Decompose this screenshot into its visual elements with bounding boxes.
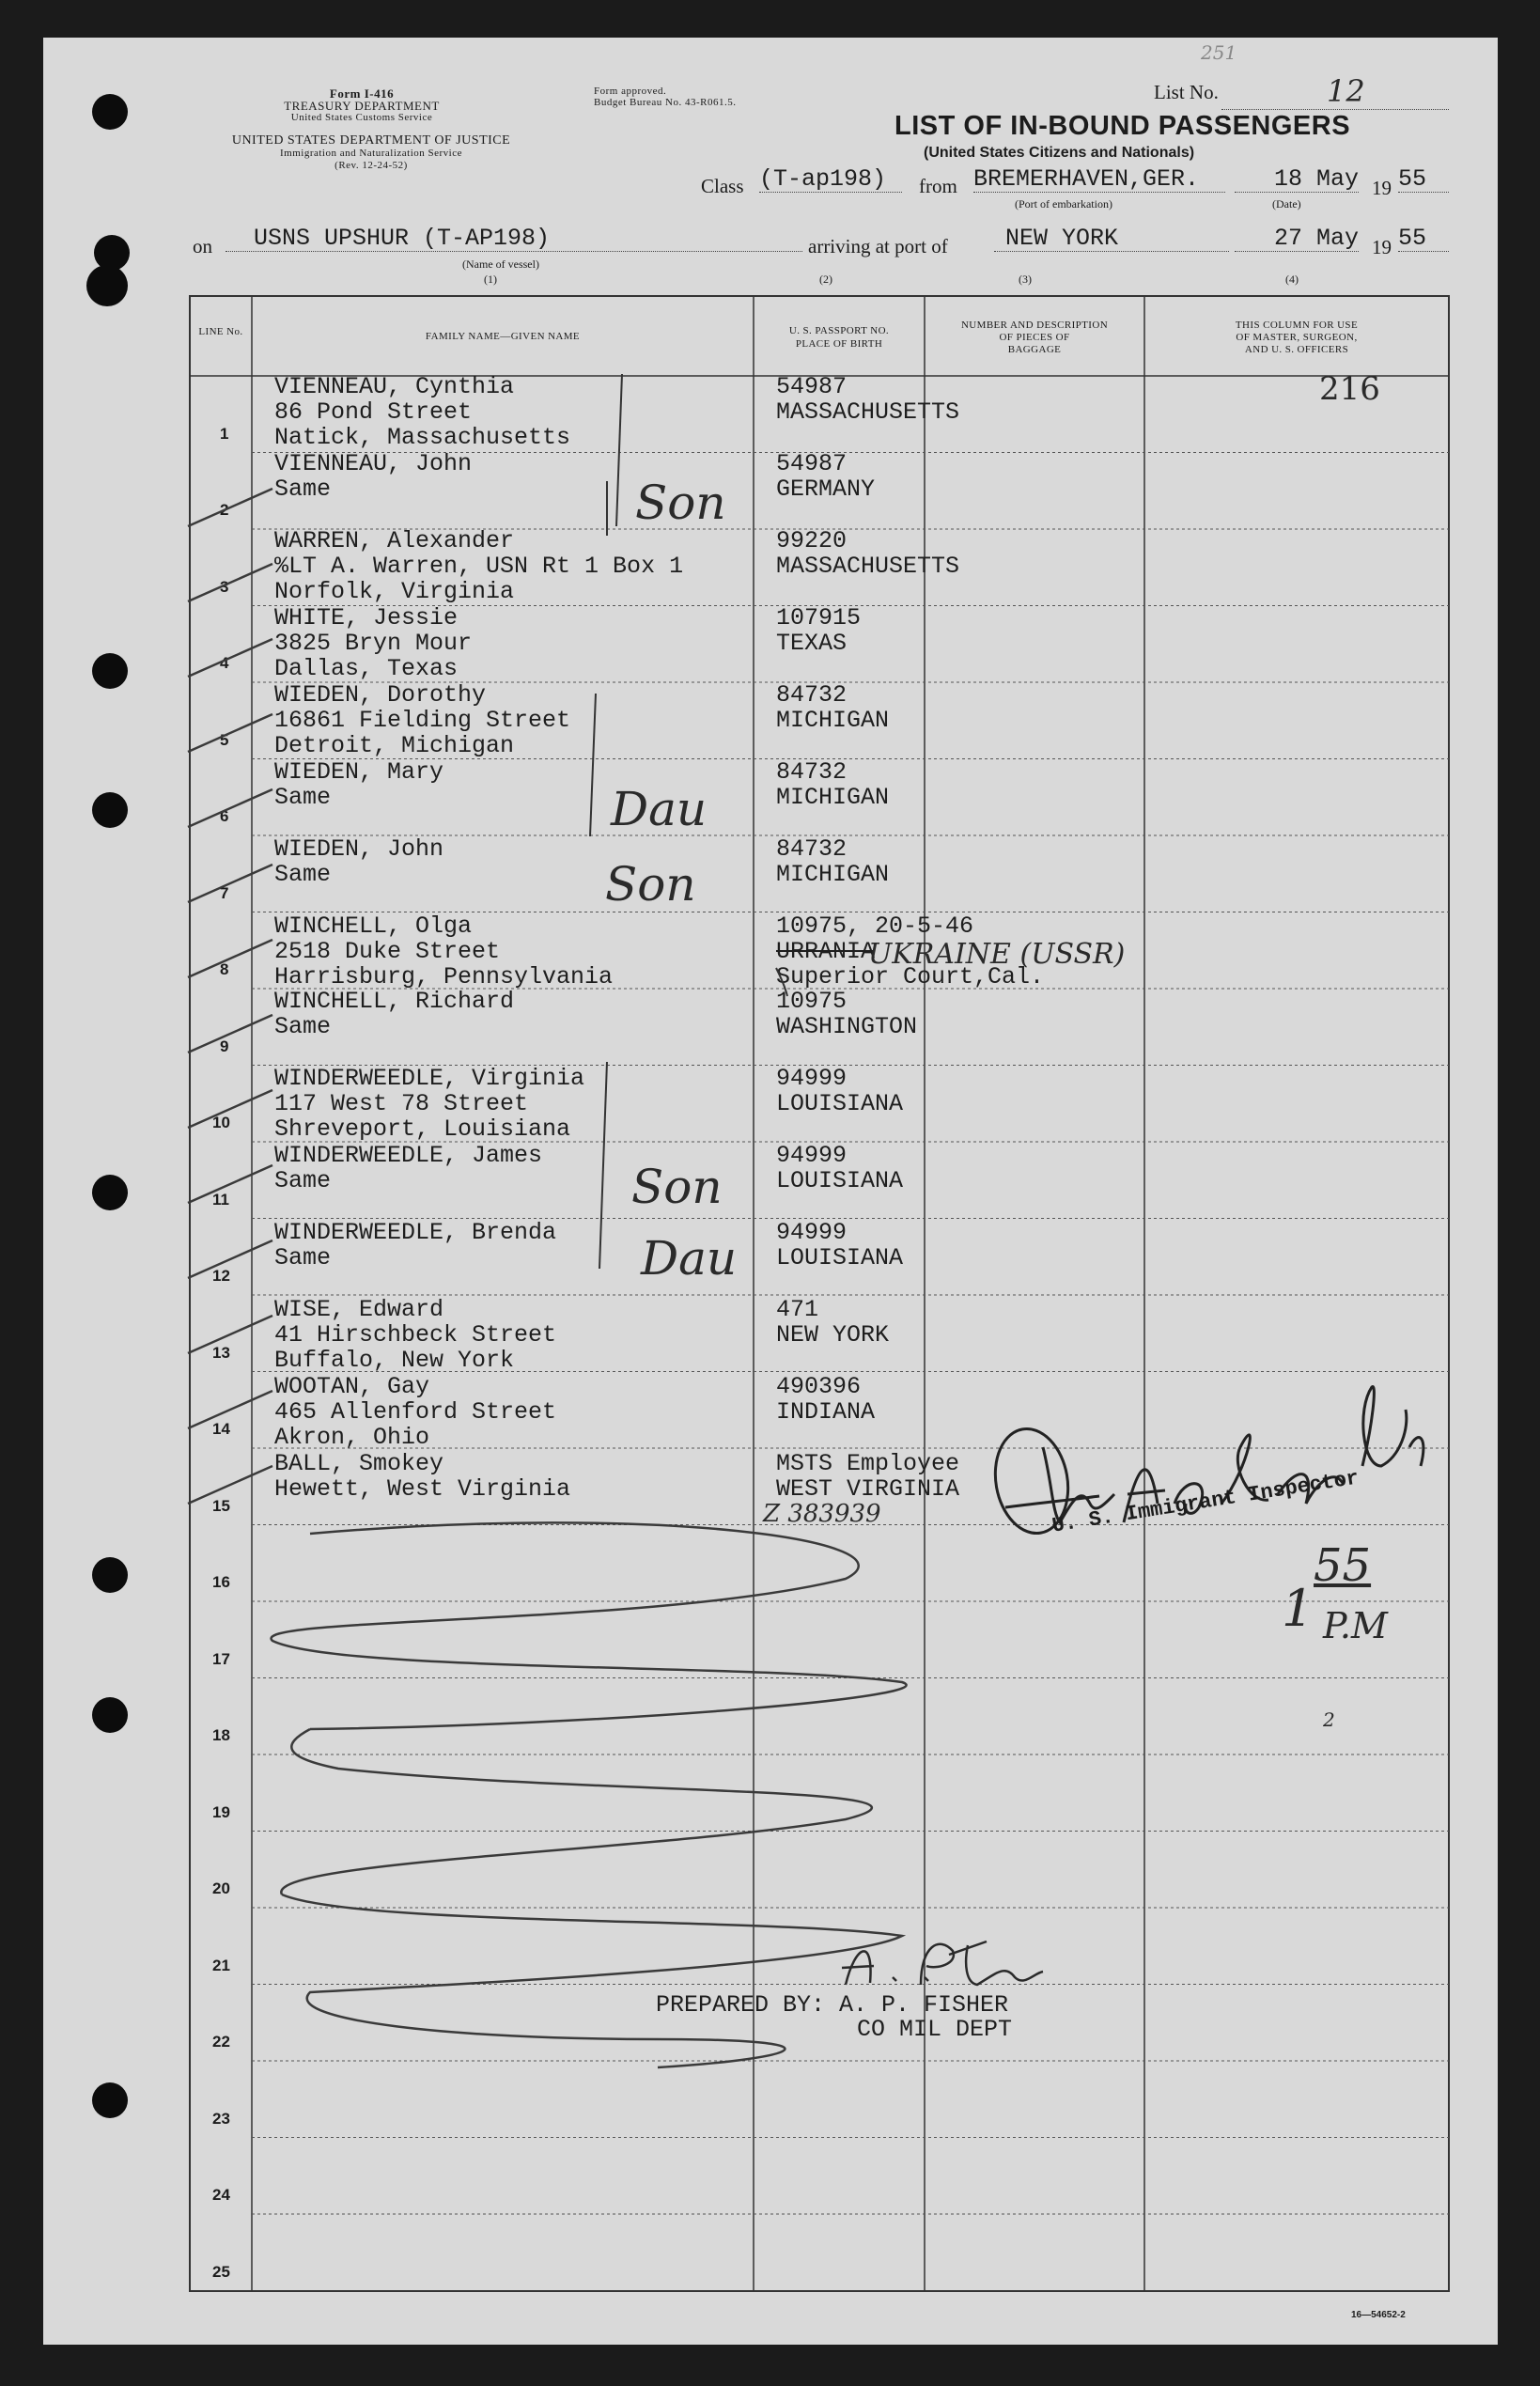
passenger-name: WINDERWEEDLE, Brenda: [274, 1219, 557, 1246]
line-number: 14: [212, 1420, 230, 1438]
passenger-name: BALL, Smokey: [274, 1450, 444, 1477]
time-note: 1: [1282, 1579, 1314, 1638]
line-number: 13: [212, 1343, 230, 1362]
line-number: 18: [212, 1726, 230, 1744]
small-mark: 2: [1323, 1708, 1335, 1731]
line-number: 5: [220, 730, 229, 749]
line-number: 2: [220, 501, 229, 519]
footer-code: 16—54652-2: [1351, 2310, 1406, 2320]
passenger-address: Natick, Massachusetts: [274, 424, 571, 451]
passenger-address: Shreveport, Louisiana: [274, 1115, 571, 1143]
column-caption-3: (3): [1019, 273, 1032, 286]
form-number: Form I-416: [329, 86, 395, 101]
place-of-birth: LOUISIANA: [776, 1244, 904, 1271]
place-of-birth: INDIANA: [776, 1398, 876, 1426]
passenger-name: WIEDEN, Mary: [274, 758, 444, 786]
vessel-name: USNS UPSHUR (T-AP198): [226, 226, 802, 252]
line-number: 15: [212, 1496, 230, 1515]
passenger-address: Same: [274, 1167, 332, 1194]
passport-number: 54987: [776, 450, 848, 477]
customs-service: United States Customs Service: [290, 112, 433, 123]
passenger-name: VIENNEAU, John: [274, 450, 473, 477]
dau-note: Dau: [641, 1231, 738, 1286]
passenger-address: Harrisburg, Pennsylvania: [274, 963, 614, 990]
arrival-port: NEW YORK: [994, 226, 1229, 252]
passenger-name: WIEDEN, Dorothy: [274, 681, 487, 709]
passenger-address: Same: [274, 1244, 332, 1271]
passenger-address: 2518 Duke Street: [274, 938, 501, 965]
place-of-birth: MICHIGAN: [776, 707, 890, 734]
prepared-by: PREPARED BY: A. P. FISHER: [656, 1991, 1009, 2019]
passport-number: 84732: [776, 681, 848, 709]
column-header-officers: OF MASTER, SURGEON,: [1236, 332, 1358, 343]
line-number: 6: [220, 807, 229, 825]
line-number: 1: [220, 424, 229, 443]
passenger-name: WINDERWEEDLE, Virginia: [274, 1065, 585, 1092]
passenger-address: Norfolk, Virginia: [274, 578, 515, 605]
place-of-birth: GERMANY: [776, 476, 876, 503]
justice-department: UNITED STATES DEPARTMENT OF JUSTICE: [231, 133, 511, 148]
budget-bureau: Budget Bureau No. 43-R061.5.: [594, 97, 737, 108]
place-of-birth: Superior Court,Cal.: [776, 963, 1045, 990]
ins-service: Immigration and Naturalization Service: [279, 148, 463, 159]
passenger-name: WINCHELL, Olga: [274, 912, 473, 940]
passport-number: 99220: [776, 527, 848, 554]
line-number: 20: [212, 1879, 230, 1897]
column-header-officers: THIS COLUMN FOR USE: [1235, 320, 1359, 331]
z-number-note: Z 383939: [763, 1500, 881, 1528]
passport-number: 10975, 20-5-46: [776, 912, 974, 940]
passenger-name: WARREN, Alexander: [274, 527, 515, 554]
place-of-birth: MASSACHUSETTS: [776, 398, 960, 426]
port-of-embarkation: BREMERHAVEN,GER.: [973, 166, 1225, 193]
passenger-address: 465 Allenford Street: [274, 1398, 557, 1426]
son-note: Son: [605, 857, 696, 912]
form-approved: Form approved.: [594, 86, 667, 97]
passport-number: 84732: [776, 835, 848, 863]
page-subtitle: (United States Citizens and Nationals): [924, 145, 1195, 161]
place-of-birth: MICHIGAN: [776, 861, 890, 888]
line-number: 9: [220, 1037, 229, 1055]
son-note: Son: [631, 1160, 723, 1214]
passport-number: 107915: [776, 604, 862, 632]
column-header-name: FAMILY NAME—GIVEN NAME: [425, 331, 581, 342]
column-header-passport: U. S. PASSPORT NO.: [788, 325, 890, 336]
passenger-address: Dallas, Texas: [274, 655, 459, 682]
place-of-birth: URRANIA: [776, 938, 876, 965]
page-title: LIST OF IN-BOUND PASSENGERS: [894, 111, 1351, 141]
passenger-address: 86 Pond Street: [274, 398, 473, 426]
column-caption-4: (4): [1285, 273, 1299, 286]
place-of-birth: LOUISIANA: [776, 1167, 904, 1194]
time-note: 55: [1314, 1539, 1372, 1592]
arrival-date: 27 May: [1235, 226, 1359, 252]
passenger-address: Same: [274, 476, 332, 503]
place-of-birth: NEW YORK: [776, 1321, 890, 1349]
line-number: 16: [212, 1573, 230, 1591]
passenger-name: WHITE, Jessie: [274, 604, 459, 632]
list-no-value: 12: [1221, 73, 1449, 110]
column-header-line-no: LINE No.: [198, 326, 243, 337]
son-note: Son: [635, 476, 726, 530]
passenger-address: Same: [274, 1013, 332, 1040]
line-number: 7: [220, 883, 229, 902]
passenger-address: Detroit, Michigan: [274, 732, 515, 759]
place-of-birth: WEST VIRGINIA: [776, 1475, 960, 1503]
place-of-birth: TEXAS: [776, 630, 848, 657]
passenger-address: 117 West 78 Street: [274, 1090, 529, 1117]
passenger-address: Hewett, West Virginia: [274, 1475, 571, 1503]
column-caption-2: (2): [819, 273, 832, 286]
place-of-birth: MASSACHUSETTS: [776, 553, 960, 580]
passport-number: 84732: [776, 758, 848, 786]
passenger-name: WIEDEN, John: [274, 835, 444, 863]
date-caption: (Date): [1272, 197, 1301, 211]
passenger-address: Akron, Ohio: [274, 1424, 430, 1451]
passport-number: 94999: [776, 1219, 848, 1246]
arrival-year: 55: [1398, 226, 1449, 252]
passenger-name: WISE, Edward: [274, 1296, 444, 1323]
passport-number: 490396: [776, 1373, 862, 1400]
line-number: 17: [212, 1649, 230, 1668]
line-number: 25: [212, 2262, 230, 2281]
ukraine-note: UKRAINE (USSR): [868, 938, 1126, 971]
column-caption-1: (1): [484, 273, 497, 286]
column-header-officers: AND U. S. OFFICERS: [1244, 344, 1349, 355]
line-number: 4: [220, 654, 229, 672]
passenger-address: 3825 Bryn Mour: [274, 630, 473, 657]
passenger-name: VIENNEAU, Cynthia: [274, 373, 515, 400]
passenger-address: Buffalo, New York: [274, 1347, 515, 1374]
passport-number: 471: [776, 1296, 819, 1323]
year-prefix: 19: [1372, 236, 1392, 258]
column-header-baggage: OF PIECES OF: [999, 332, 1070, 343]
passport-number: 54987: [776, 373, 848, 400]
passport-number: MSTS Employee: [776, 1450, 960, 1477]
place-of-birth: LOUISIANA: [776, 1090, 904, 1117]
column-header-baggage: BAGGAGE: [1007, 344, 1062, 355]
line-number: 12: [212, 1267, 230, 1285]
arriving-label: arriving at port of: [808, 235, 948, 257]
passenger-name: WOOTAN, Gay: [274, 1373, 430, 1400]
vessel-caption: (Name of vessel): [462, 257, 539, 271]
place-of-birth: MICHIGAN: [776, 784, 890, 811]
line-number: 23: [212, 2109, 230, 2128]
line-number: 21: [212, 1956, 230, 1974]
line-number: 22: [212, 2033, 230, 2051]
passenger-address: %LT A. Warren, USN Rt 1 Box 1: [274, 553, 684, 580]
line-number: 11: [212, 1190, 229, 1209]
list-no-label: List No.: [1154, 81, 1219, 103]
passport-number: 10975: [776, 988, 848, 1015]
time-note: P.M: [1323, 1605, 1388, 1646]
line-number: 3: [220, 577, 229, 596]
passenger-address: 16861 Fielding Street: [274, 707, 571, 734]
passenger-address: Same: [274, 861, 332, 888]
from-label: from: [919, 175, 957, 197]
passenger-address: Same: [274, 784, 332, 811]
embarkation-date: 18 May: [1235, 166, 1359, 193]
passenger-name: WINDERWEEDLE, James: [274, 1142, 543, 1169]
revision-date: (Rev. 12-24-52): [334, 160, 408, 171]
passenger-address: 41 Hirschbeck Street: [274, 1321, 557, 1349]
officer-number: 216: [1319, 370, 1380, 408]
treasury-department: TREASURY DEPARTMENT: [284, 99, 440, 113]
line-number: 19: [212, 1802, 230, 1821]
place-of-birth: WASHINGTON: [776, 1013, 918, 1040]
passport-number: 94999: [776, 1142, 848, 1169]
archive-stamp: 251: [1201, 41, 1237, 64]
passport-number: 94999: [776, 1065, 848, 1092]
class-value: (T-ap198): [759, 166, 902, 193]
preparer-department: CO MIL DEPT: [857, 2016, 1013, 2043]
year-prefix: 19: [1372, 177, 1392, 199]
port-embark-caption: (Port of embarkation): [1015, 197, 1112, 211]
on-label: on: [193, 235, 212, 257]
passenger-name: WINCHELL, Richard: [274, 988, 515, 1015]
column-header-baggage: NUMBER AND DESCRIPTION: [960, 320, 1109, 331]
inspector-stamp: U. S. Immigrant Inspector: [1050, 1466, 1361, 1538]
line-number: 24: [212, 2186, 230, 2204]
line-number: 10: [212, 1114, 230, 1131]
dau-note: Dau: [611, 782, 708, 836]
column-header-birthplace: PLACE OF BIRTH: [795, 338, 883, 350]
line-number: 8: [220, 960, 229, 978]
embarkation-year: 55: [1398, 166, 1449, 193]
class-label: Class: [701, 175, 744, 197]
